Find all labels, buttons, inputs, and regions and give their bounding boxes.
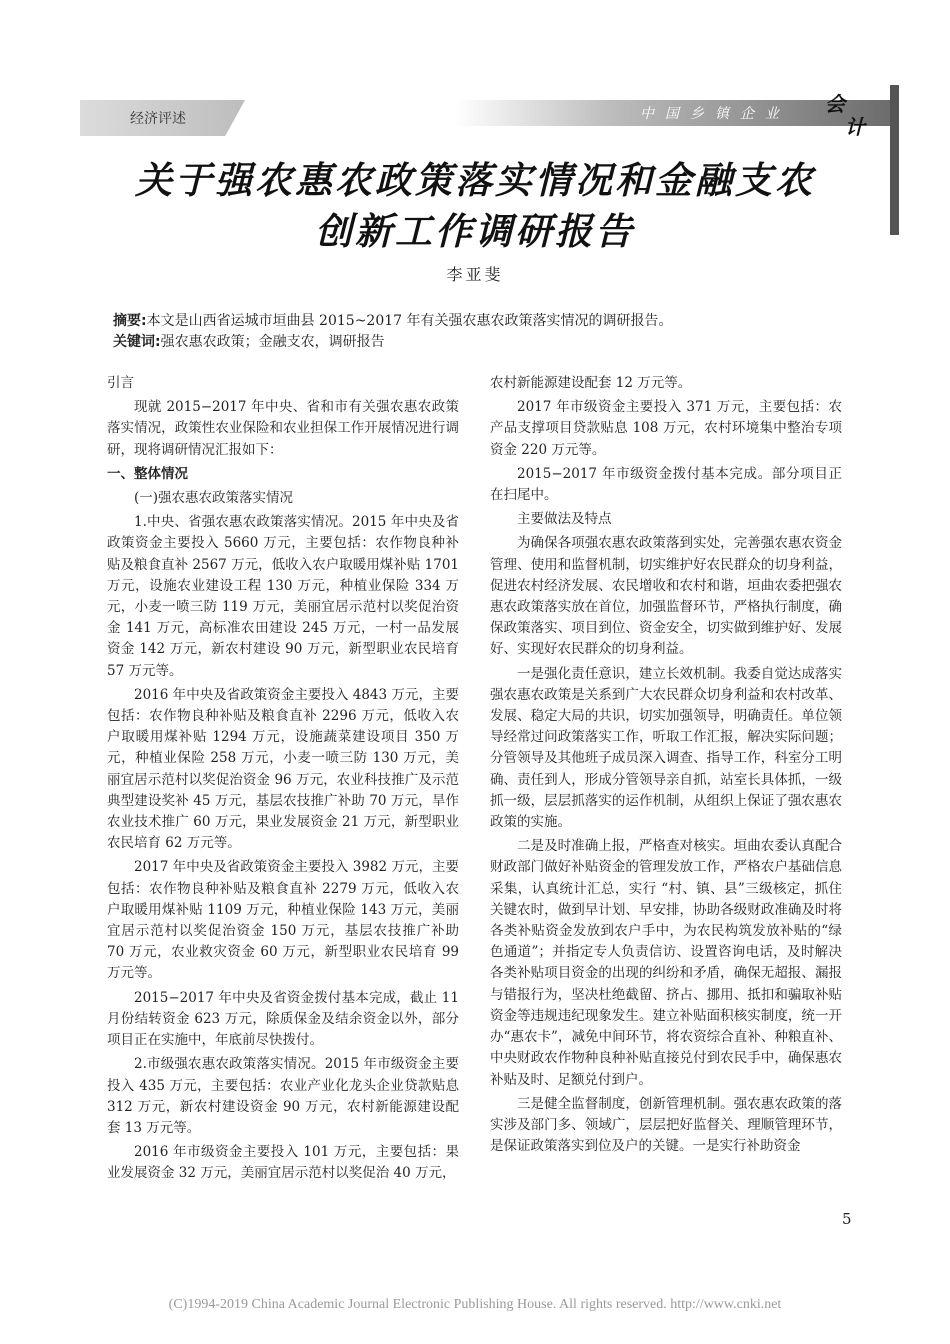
abstract-colon: :: [141, 313, 147, 329]
section-heading: 一、整体情况: [107, 465, 188, 482]
keywords-label: 关键词: [113, 334, 155, 350]
journal-brand-top: 会: [825, 92, 845, 116]
abstract: [113, 310, 873, 332]
article-title-line-1: 关于强农惠农政策落实情况和金融支农: [135, 158, 815, 202]
body-column-right: [490, 373, 842, 1160]
paragraph: 2016 年市级资金主要投入 101 万元，主要包括：果业发展资金 32 万元，美丽宜居示范村以奖促治 40 万元，: [107, 1144, 459, 1182]
keywords: [113, 331, 873, 353]
journal-name: 中国乡镇企业: [640, 106, 790, 122]
abstract-label: 摘要: [113, 313, 141, 329]
keywords-text: 强农惠农政策；金融支农，调研报告: [160, 334, 385, 350]
paragraph: 为确保各项强农惠农政策落到实处，完善强农惠农资金管理、使用和监督机制，切实维护好农民群众的切身利益，促进农村经济发展、农民增收和农村和谐，垣曲农委把强农惠农政策落实放在首位，加强监督环节，严格执行制度，确保政策落实、项目到位、资金安全，切实做到维护好、发展好、实现好农民群众的切身利益。: [490, 535, 842, 658]
article-title-line-2: 创新工作调研报告: [315, 209, 635, 253]
paragraph: 二是及时准确上报，严格查对核实。垣曲农委认真配合财政部门做好补贴资金的管理发放工作，严格农户基础信息采集，认真统计汇总，实行 “村、镇、县”三级核定，抓住关键农时，做到早计划、早安排，协助各级财政准确及时将各类补贴资金发放到农户手中，为农民构筑发放补贴的“绿色通道”；并指定专人负责信访、设置咨询电话，及时解决各类补贴项目资金的出现的纠纷和矛盾，确保无超报、漏报与错报行为，坚决杜绝截留、挤占、挪用、抵扣和骗取补贴资金等违规违纪现象发生。建立补贴面积核实制度，统一开办“惠农卡”，减免中间环节，将农资综合直补、种粮直补、中央财政农作物种良种补贴直接兑付到农民手中，确保惠农补贴及时、足额兑付到户。: [490, 838, 842, 1088]
keywords-colon: :: [155, 334, 161, 350]
journal-brand-bottom: 计: [845, 115, 865, 139]
section-heading: 引言: [107, 375, 134, 391]
abstract-text: 本文是山西省运城市垣曲县 2015~2017 年有关强农惠农政策落实情况的调研报告。: [146, 313, 673, 329]
section-label: 经济评述: [130, 111, 186, 127]
body-column-left: [107, 373, 459, 1188]
paragraph: 2.市级强农惠农政策落实情况。2015 年市级资金主要投入 435 万元，主要包括：农业产业化龙头企业贷款贴息 312 万元，新农村建设资金 90 万元，农村新能源建设配套 13 万元等。: [107, 1056, 459, 1136]
paragraph: 三是健全监督制度，创新管理机制。强农惠农政策的落实涉及部门多、领域广，层层把好监督关、理顺管理环节，是保证政策落实到位及户的关键。一是实行补助资金: [490, 1095, 842, 1155]
paragraph: 2015−2017 年中央及省资金拨付基本完成，截止 11 月份结转资金 623 万元，除质保金及结余资金以外，部分项目正在实施中，年底前尽快拨付。: [107, 989, 459, 1049]
paragraph: 现就 2015−2017 年中央、省和市有关强农惠农政策落实情况，政策性农业保险和农业担保工作开展情况进行调研，现将调研情况汇报如下：: [107, 399, 459, 458]
paragraph: 2015−2017 年市级资金拨付基本完成。部分项目正在扫尾中。: [490, 465, 842, 504]
paragraph: 主要做法及特点: [517, 511, 612, 528]
paragraph: 2016 年中央及省政策资金主要投入 4843 万元，主要包括：农作物良种补贴及粮食直补 2296 万元，低收入农户取暖用煤补贴 1294 万元，设施蔬菜建设项目 350 万元，种植业保险 258 万元，小麦一喷三防 130 万元，美丽宜居示范村以奖促治资金 96 万元，农业科技推广及示范典型建设奖补 45 万元，基层农技推广补助 70 万元，旱作农业技术推广 60 万元，果业发展资金 21 万元，新型职业农民培育 62 万元等。: [107, 686, 459, 852]
paragraph: 2017 年市级资金主要投入 371 万元，主要包括：农产品支撑项目贷款贴息 108 万元，农村环境集中整治专项资金 220 万元等。: [490, 399, 842, 458]
author: 李亚斐: [446, 265, 504, 284]
paragraph: 1.中央、省强农惠农政策落实情况。2015 年中央及省政策资金主要投入 5660 万元，主要包括：农作物良种补贴及粮食直补 2567 万元，低收入农户取暖用煤补贴 1701 万元，设施农业建设工程 130 万元，种植业保险 334 万元，小麦一喷三防 119 万元，美丽宜居示范村以奖促治资金 141 万元，高标准农田建设 245 万元，一村一品发展资金 142 万元，新农村建设 90 万元，新型职业农民培育 57 万元等。: [107, 514, 459, 679]
page-number: 5: [842, 1210, 852, 1228]
header-vertical-bar: [890, 85, 899, 235]
paragraph: (一)强农惠农政策落实情况: [134, 490, 294, 507]
copyright-footer: (C)1994-2019 China Academic Journal Electronic Publishing House. All rights reserved. http://www.cnki.net: [168, 1297, 782, 1312]
paragraph: 2017 年中央及省政策资金主要投入 3982 万元，主要包括：农作物良种补贴及粮食直补 2279 万元，低收入农户取暖用煤补贴 1109 万元，种植业保险 143 万元，美丽宜居示范村以奖促治资金 150 万元，基层农技推广补助 70 万元，农业救灾资金 60 万元，新型职业农民培育 99 万元等。: [107, 859, 459, 982]
paragraph: 农村新能源建设配套 12 万元等。: [490, 375, 692, 391]
paragraph: 一是强化责任意识，建立长效机制。我委自觉达成落实强农惠农政策是关系到广大农民群众切身利益和农村改革、发展、稳定大局的共识，切实加强领导，明确责任。单位领导经常过问政策落实工作，听取工作汇报，解决实际问题；分管领导及其他班子成员深入调查、指导工作，科室分工明确、责任到人，形成分管领导亲自抓，站室长具体抓，一级抓一级，层层抓落实的运作机制，从组织上保证了强农惠农政策的实施。: [490, 665, 842, 831]
